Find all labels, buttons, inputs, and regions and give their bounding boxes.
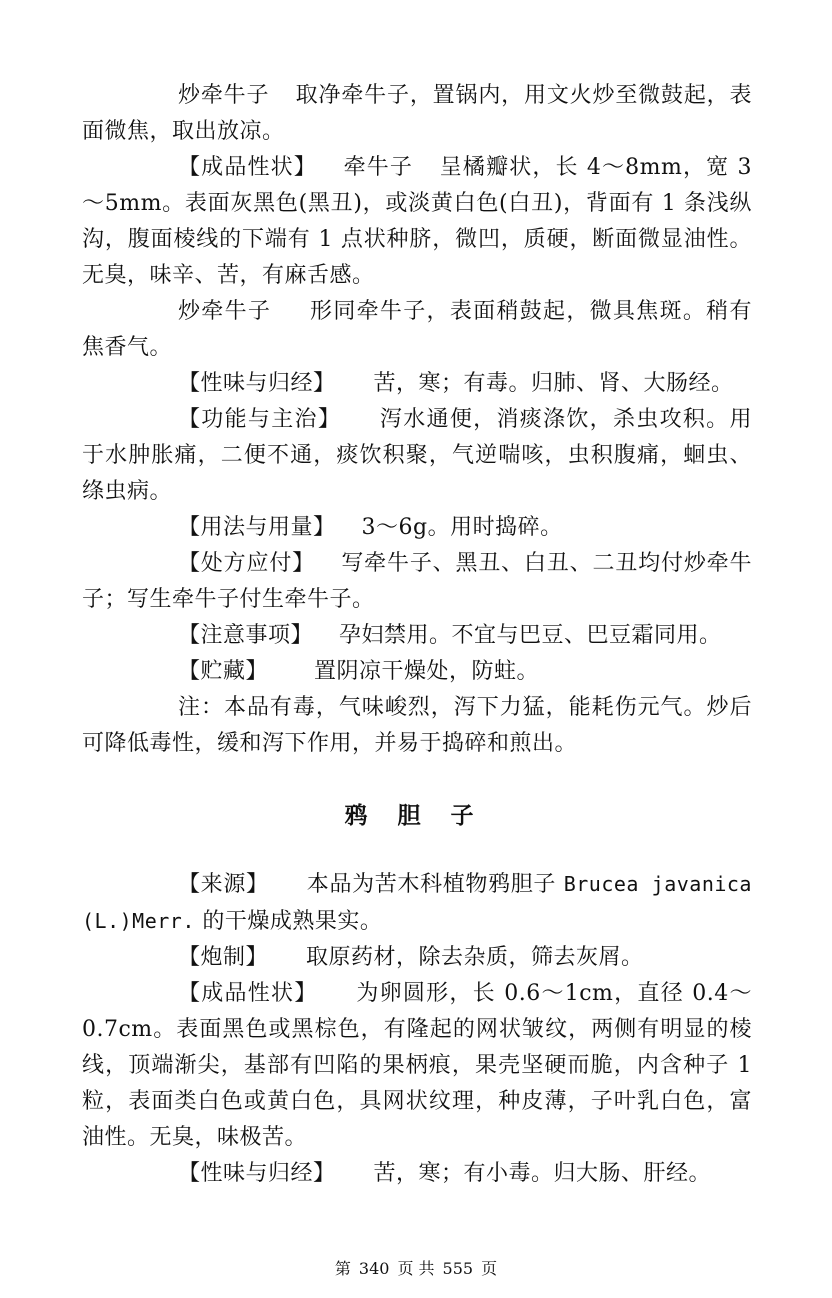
latin-name: Brucea javanica (L.)Merr. [82, 872, 752, 933]
paragraph-nature-meridian [82, 366, 752, 402]
entry-lead: 【贮藏】 [178, 659, 269, 684]
entry-text: 写牵牛子、黑丑、白丑、二丑均付炒牵牛子；写生牵牛子付生牵牛子。 [82, 551, 752, 612]
entry-text: 置阴凉干燥处，防蛀。 [314, 659, 540, 684]
paragraph-nature-meridian-2 [82, 1156, 752, 1192]
entry-text: 本品为苦木科植物鸦胆子 [306, 872, 564, 897]
entry-text: 苦，寒；有毒。归肺、肾、大肠经。 [373, 371, 734, 396]
footer-prefix: 第 [334, 1259, 351, 1278]
footer-page-number: 340 [358, 1259, 390, 1278]
entry-subject: 牵牛子 [342, 155, 414, 180]
entry-text: 呈橘瓣状，长 4～8mm，宽 3～5mm。表面灰黑色(黑丑)，或淡黄白色(白丑)，背面有 1 条浅纵沟，腹面棱线的下端有 1 点状种脐，微凹，质硬，断面微显油性。无臭，味辛、苦，有麻舌感。 [82, 155, 752, 288]
entry-text: 苦，寒；有小毒。归大肠、肝经。 [373, 1161, 712, 1186]
paragraph-product-traits [82, 150, 752, 294]
entry-text: 取原药材，除去杂质，筛去灰屑。 [306, 945, 644, 970]
footer-suffix: 页 [481, 1259, 498, 1278]
paragraph-source [82, 866, 752, 940]
entry-lead: 【炮制】 [178, 945, 269, 970]
entry-text: 3～6g。用时捣碎。 [361, 515, 563, 540]
entry-lead: 注： [178, 695, 224, 720]
entry-lead: 【成品性状】 [178, 981, 318, 1006]
entry-text: 为卵圆形，长 0.6～1cm，直径 0.4～0.7cm。表面黑色或黑棕色，有隆起的网状皱纹，两侧有明显的棱线，顶端渐尖，基部有凹陷的果柄痕，果壳坚硬而脆，内含种子 1 粒，表面类白色或黄白色，具网状纹理，种皮薄，子叶乳白色，富油性。无臭，味极苦。 [82, 981, 752, 1150]
entry-lead: 【成品性状】 [178, 155, 317, 180]
paragraph-function-indication [82, 402, 752, 510]
entry-text-after: 的干燥成熟果实。 [194, 909, 383, 934]
paragraph-precautions [82, 618, 752, 654]
footer-total-pages: 555 [442, 1259, 474, 1278]
entry-lead: 【来源】 [178, 872, 269, 897]
paragraph-prescription [82, 546, 752, 618]
page-footer [0, 1256, 832, 1279]
paragraph-product-traits-2 [82, 976, 752, 1156]
paragraph-storage [82, 654, 752, 690]
section-title: 鸦胆子 [344, 802, 504, 829]
paragraph-usage-dosage [82, 510, 752, 546]
entry-text: 泻水通便，消痰涤饮，杀虫攻积。用于水肿胀痛，二便不通，痰饮积聚，气逆喘咳，虫积腹痛，蛔虫、绦虫病。 [82, 407, 752, 504]
entry-lead: 【性味与归经】 [178, 1161, 336, 1186]
entry-lead: 【功能与主治】 [178, 407, 342, 432]
entry-lead: 【用法与用量】 [178, 515, 336, 540]
entry-lead: 【性味与归经】 [178, 371, 336, 396]
entry-text: 取净牵牛子，置锅内，用文火炒至微鼓起，表面微焦，取出放凉。 [82, 83, 752, 144]
entry-text: 形同牵牛子，表面稍鼓起，微具焦斑。稍有焦香气。 [82, 299, 752, 360]
entry-text: 孕妇禁用。不宜与巴豆、巴豆霜同用。 [339, 623, 722, 648]
paragraph-stir-fried-traits [82, 294, 752, 366]
entry-text: 本品有毒，气味峻烈，泻下力猛，能耗伤元气。炒后可降低毒性，缓和泻下作用，并易于捣碎和煎出。 [82, 695, 752, 756]
footer-mid: 页 共 [397, 1259, 435, 1278]
paragraph-processing [82, 940, 752, 976]
entry-lead: 炒牵牛子 [178, 299, 272, 324]
document-page [82, 78, 752, 1192]
entry-lead: 【处方应付】 [178, 551, 315, 576]
paragraph-note [82, 690, 752, 762]
entry-lead: 炒牵牛子 [178, 83, 270, 108]
entry-lead: 【注意事项】 [178, 623, 314, 648]
paragraph-stir-fried-morning-glory [82, 78, 752, 150]
